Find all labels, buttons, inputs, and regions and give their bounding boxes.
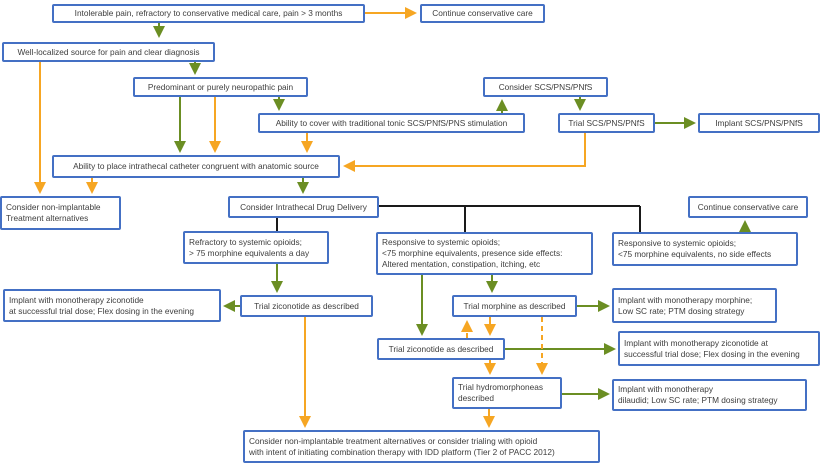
node-label-line1: Trial hydromorphoneas bbox=[458, 382, 544, 393]
node-predominant-neuropathic-pain bbox=[133, 77, 308, 97]
connector-idd-branch bbox=[379, 206, 640, 232]
node-label-line2: <75 morphine equivalents, presence side effects: bbox=[382, 248, 563, 259]
node-consider-nonimplantable-or-combination bbox=[243, 430, 600, 463]
node-label: Trial ziconotide as described bbox=[388, 343, 494, 354]
node-label-line3: Altered mentation, constipation, itching, etc bbox=[382, 258, 541, 269]
node-continue-conservative-care-right bbox=[688, 196, 808, 218]
node-label-line2: > 75 morphine equivalents a day bbox=[189, 247, 310, 258]
node-responsive-no-side-effects bbox=[612, 232, 798, 266]
node-label: Intolerable pain, refractory to conservative medical care, pain > 3 months bbox=[74, 8, 343, 19]
node-label-line1: Implant with monotherapy ziconotide at bbox=[624, 337, 768, 348]
node-intolerable-pain bbox=[52, 4, 365, 23]
node-implant-monotherapy-ziconotide-left bbox=[3, 289, 221, 322]
node-trial-morphine bbox=[452, 295, 577, 317]
node-label-line2: <75 morphine equivalents, no side effects bbox=[618, 249, 772, 259]
node-label-line2: Low SC rate; PTM dosing strategy bbox=[618, 305, 745, 316]
node-label: Consider Intrathecal Drug Delivery bbox=[240, 201, 367, 212]
node-trial-ziconotide-1 bbox=[240, 295, 373, 317]
node-label: Trial morphine as described bbox=[463, 300, 566, 311]
node-implant-monotherapy-ziconotide-right bbox=[618, 331, 820, 366]
node-label-line2: Treatment alternatives bbox=[6, 213, 89, 223]
node-label: Well-localized source for pain and clear diagnosis bbox=[17, 46, 200, 57]
node-label-line1: Responsive to systemic opioids; bbox=[382, 237, 501, 248]
node-continue-conservative-care-top bbox=[420, 4, 545, 23]
node-implant-scs bbox=[698, 113, 820, 133]
node-label-line1: Implant with monotherapy ziconotide bbox=[9, 294, 144, 305]
node-ability-to-cover-stimulation bbox=[258, 113, 525, 133]
node-label: Trial SCS/PNS/PNfS bbox=[568, 117, 645, 128]
node-label: Ability to place intrathecal catheter congruent with anatomic source bbox=[73, 161, 319, 172]
node-label: Trial ziconotide as described bbox=[254, 300, 359, 311]
node-responsive-with-side-effects bbox=[376, 232, 593, 275]
arrow-trialscs-fail-to-abilityplace bbox=[345, 133, 585, 166]
node-implant-monotherapy-morphine bbox=[612, 288, 777, 323]
node-implant-monotherapy-dilaudid bbox=[612, 379, 807, 411]
node-label: Consider SCS/PNS/PNfS bbox=[498, 81, 593, 92]
node-ability-to-place-catheter bbox=[52, 155, 340, 178]
node-label-line2: dilaudid; Low SC rate; PTM dosing strategy bbox=[618, 395, 778, 405]
node-label: Implant SCS/PNS/PNfS bbox=[715, 117, 803, 128]
node-label: Continue conservative care bbox=[697, 201, 799, 212]
node-label-line1: Refractory to systemic opioids; bbox=[189, 236, 302, 247]
node-consider-scs bbox=[483, 77, 608, 97]
node-label-line1: Consider non-implantable treatment alternatives or consider trialing with opioid bbox=[249, 435, 538, 446]
node-consider-intrathecal-drug-delivery bbox=[228, 196, 379, 218]
node-consider-non-implantable bbox=[0, 196, 121, 230]
node-trial-ziconotide-2 bbox=[377, 338, 505, 360]
node-label: Continue conservative care bbox=[432, 8, 533, 19]
node-label-line1: Implant with monotherapy bbox=[618, 384, 714, 395]
node-refractory-to-opioids bbox=[183, 231, 329, 264]
node-label-line1: Implant with monotherapy morphine; bbox=[618, 294, 753, 305]
node-label-line2: with intent of initiating combination therapy with IDD platform (Tier 2 of PACC 2012) bbox=[249, 446, 555, 457]
node-label-line1: Responsive to systemic opioids; bbox=[618, 238, 737, 249]
node-label-line2: successful trial dose; Flex dosing in the evening bbox=[624, 348, 800, 359]
node-trial-scs bbox=[558, 113, 655, 133]
node-trial-hydromorphone bbox=[452, 377, 562, 409]
node-label-line2: described bbox=[458, 393, 494, 403]
node-label-line1: Consider non-implantable bbox=[6, 202, 101, 213]
node-label: Predominant or purely neuropathic pain bbox=[147, 81, 294, 92]
node-label: Ability to cover with traditional tonic SCS/PNfS/PNS stimulation bbox=[275, 117, 508, 128]
node-well-localized-source bbox=[2, 42, 215, 62]
node-label-line2: at successful trial dose; Flex dosing in the evening bbox=[9, 305, 194, 316]
